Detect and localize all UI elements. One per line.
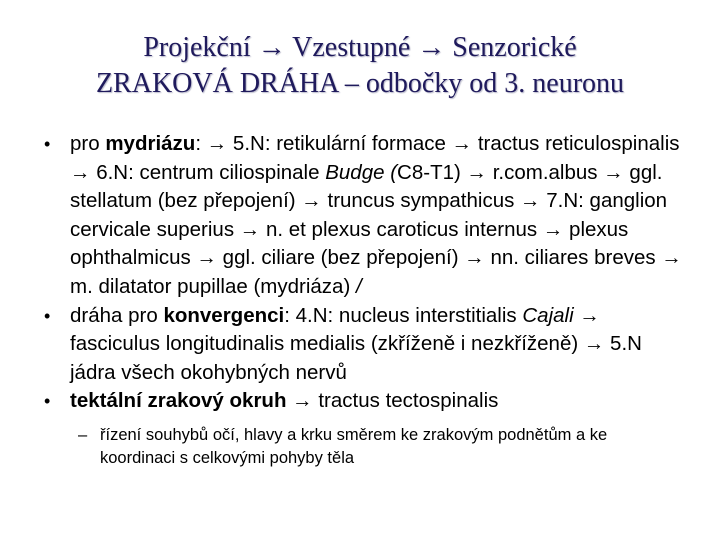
bullet-mydriasis [0, 130, 720, 302]
bullet-text: : 4.N: nucleus interstitialis [284, 303, 523, 327]
bullet-text: : → 5.N: retikulární formace → tractus reticulospinalis → 6.N: centrum ciliospinale [70, 132, 680, 184]
bullet-text: dráha pro [70, 303, 164, 327]
bullet-text: → tractus tectospinalis [286, 389, 499, 413]
title-line-2: ZRAKOVÁ DRÁHA – odbočky od 3. neuronu [95, 68, 625, 99]
bullet-italic-term: / [355, 274, 362, 298]
bullet-marker: • [44, 305, 51, 326]
bullet-text: → fasciculus longitudinalis medialis (zkříženě i nezkříženě) → 5.N jádra všech okohybných nervů [70, 303, 642, 384]
bullet-tectal-circuit [0, 387, 720, 416]
bullet-italic-term: Budge ( [325, 160, 398, 184]
sub-bullet [0, 424, 720, 470]
bullet-text: C8-T1) → r.com.albus → ggl. stellatum (bez přepojení) → truncus sympathicus → 7.N: ganglion cervicale superius → n. et plexus caroticus internus → plexus ophthalmicus → ggl. ciliare (bez přepojení) → nn. ciliares breves → m. dilatator pupillae (mydriáza) [70, 160, 682, 298]
title-line-1: Projekční → Vzestupné → Senzorické [143, 32, 577, 63]
sub-bullet-marker: – [78, 425, 88, 444]
bullet-bold-term: mydriázu [105, 132, 196, 155]
bullet-marker: • [44, 391, 51, 412]
bullet-text: pro [70, 132, 106, 155]
slide-title [20, 30, 700, 102]
bullet-bold-term: konvergenci [163, 303, 285, 327]
bullet-marker: • [44, 134, 51, 154]
bullet-italic-term: Cajali [522, 303, 574, 327]
slide-body [0, 130, 720, 486]
bullet-convergence [0, 302, 720, 388]
sub-bullet-text: řízení souhybů očí, hlavy a krku směrem ke zrakovým podnětům a ke koordinaci s celkovými pohyby těla [100, 425, 608, 467]
bullet-bold-term: tektální zrakový okruh [70, 389, 287, 413]
